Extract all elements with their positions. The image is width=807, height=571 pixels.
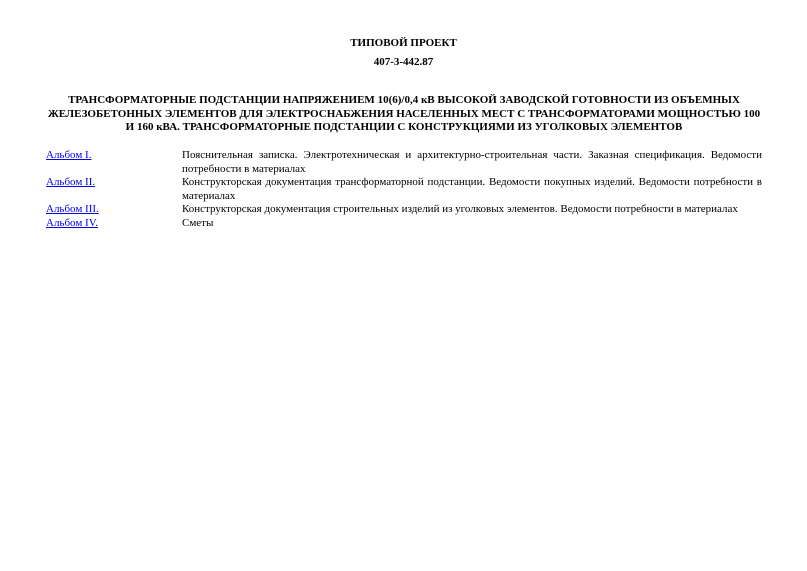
- album-list: [46, 149, 762, 230]
- album-description-2: Конструкторская документация трансформаторной подстанции. Ведомости покупных изделий. Ведомости потребности в материалах: [182, 176, 762, 202]
- album-link-3[interactable]: Альбом III.: [46, 203, 99, 215]
- album-description-4: Сметы: [182, 216, 214, 229]
- project-title: ТРАНСФОРМАТОРНЫЕ ПОДСТАНЦИИ НАПРЯЖЕНИЕМ 10(6)/0,4 кВ ВЫСОКОЙ ЗАВОДСКОЙ ГОТОВНОСТИ ИЗ ОБЪЕМНЫХ ЖЕЛЕЗОБЕТОННЫХ ЭЛЕМЕНТОВ ДЛЯ ЭЛЕКТРОСНАБЖЕНИЯ НАСЕЛЕННЫХ МЕСТ С ТРАНСФОРМАТОРАМИ МОЩНОСТЬЮ 100 И 160 кВА. ТРАНСФОРМАТОРНЫЕ ПОДСТАНЦИИ С КОНСТРУКЦИЯМИ ИЗ УГОЛКОВЫХ ЭЛЕМЕНТОВ: [47, 94, 761, 133]
- album-link-1[interactable]: Альбом I.: [46, 149, 92, 161]
- project-code: 407-3-442.87: [373, 56, 434, 68]
- album-row-4: [46, 217, 762, 231]
- album-row-1: [46, 149, 762, 176]
- album-description-3: Конструкторская документация строительных изделий из уголковых элементов. Ведомости потребности в материалах: [182, 203, 738, 215]
- document-type-heading: ТИПОВОЙ ПРОЕКТ: [350, 37, 457, 49]
- album-link-2[interactable]: Альбом II.: [46, 176, 96, 188]
- album-row-2: [46, 176, 762, 203]
- album-link-4[interactable]: Альбом IV.: [46, 216, 98, 229]
- album-row-3: [46, 203, 762, 217]
- album-description-1: Пояснительная записка. Электротехническая и архитектурно-строительная части. Заказная спецификация. Ведомости потребности в материалах: [182, 149, 762, 175]
